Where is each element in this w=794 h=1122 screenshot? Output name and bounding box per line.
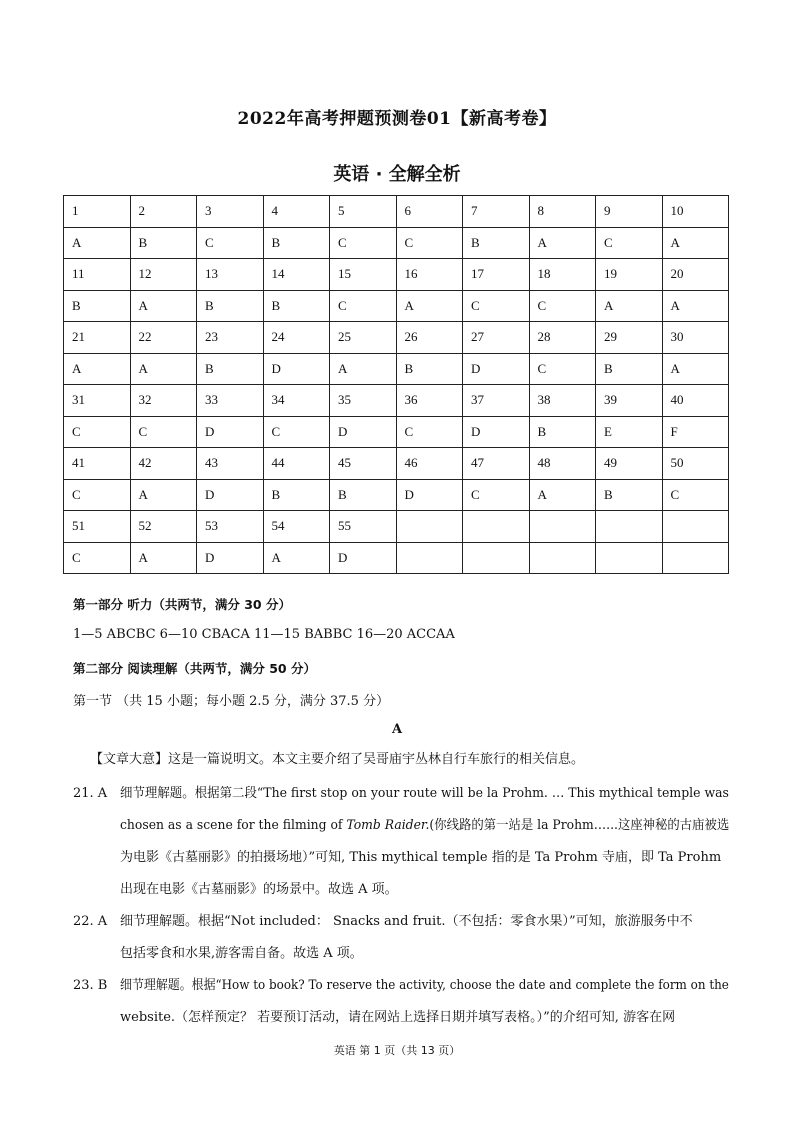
answer-cell xyxy=(396,542,463,574)
answer-cell: D xyxy=(197,479,264,511)
answer-cell: C xyxy=(64,416,131,448)
question-number-cell: 49 xyxy=(596,448,663,480)
answer-cell: A xyxy=(529,227,596,259)
answer-cell: B xyxy=(596,479,663,511)
question-number-row xyxy=(64,385,729,417)
question-number-cell xyxy=(662,511,729,543)
answer-cell: A xyxy=(396,290,463,322)
answer-cell: C xyxy=(130,416,197,448)
question-number-row xyxy=(64,259,729,291)
question-number-cell: 4 xyxy=(263,196,330,228)
explanation-21-line1: 细节理解题。根据第二段“The first stop on your route will be la Prohm. … This mythical temple was xyxy=(120,786,729,801)
answer-cell: A xyxy=(529,479,596,511)
answer-cell: B xyxy=(596,353,663,385)
question-number-cell: 46 xyxy=(396,448,463,480)
explanation-22-line1: 细节理解题。根据“Not included： Snacks and fruit.（不包括：零食水果）”可知，旅游服务中不 xyxy=(120,914,693,929)
question-number-cell: 7 xyxy=(463,196,530,228)
answer-cell: C xyxy=(596,227,663,259)
answer-row xyxy=(64,416,729,448)
question-number-cell: 11 xyxy=(64,259,131,291)
question-number-cell: 5 xyxy=(330,196,397,228)
explanation-22-line2: 包括零食和水果,游客需自备。故选 A 项。 xyxy=(120,946,363,961)
answer-cell: A xyxy=(662,290,729,322)
passage-label: A xyxy=(391,722,403,737)
answer-cell: B xyxy=(396,353,463,385)
answer-cell xyxy=(662,542,729,574)
answer-cell: F xyxy=(662,416,729,448)
explanation-22-number: 22. A xyxy=(73,914,108,929)
answer-cell: D xyxy=(396,479,463,511)
answer-cell: D xyxy=(463,416,530,448)
answer-cell: B xyxy=(263,227,330,259)
answer-cell: B xyxy=(529,416,596,448)
film-title: Tomb Raider. xyxy=(346,818,430,833)
answer-cell: B xyxy=(463,227,530,259)
answer-cell: C xyxy=(330,227,397,259)
answer-row xyxy=(64,227,729,259)
answer-cell xyxy=(463,542,530,574)
question-number-cell: 26 xyxy=(396,322,463,354)
question-number-cell: 8 xyxy=(529,196,596,228)
answer-cell: C xyxy=(396,227,463,259)
question-number-cell: 3 xyxy=(197,196,264,228)
answer-cell: D xyxy=(330,542,397,574)
answer-cell: A xyxy=(130,290,197,322)
question-number-cell: 20 xyxy=(662,259,729,291)
answer-cell: D xyxy=(197,542,264,574)
question-number-cell: 9 xyxy=(596,196,663,228)
question-number-cell: 39 xyxy=(596,385,663,417)
question-number-cell: 51 xyxy=(64,511,131,543)
answer-cell: D xyxy=(197,416,264,448)
answer-table xyxy=(63,195,729,574)
question-number-cell: 37 xyxy=(463,385,530,417)
section1-heading: 第一节 （共 15 小题；每小题 2.5 分，满分 37.5 分） xyxy=(73,694,390,709)
answer-cell: A xyxy=(263,542,330,574)
answer-cell: B xyxy=(64,290,131,322)
answer-cell: B xyxy=(130,227,197,259)
question-number-cell: 2 xyxy=(130,196,197,228)
answer-cell: D xyxy=(263,353,330,385)
explanation-23-number: 23. B xyxy=(73,978,108,993)
question-number-cell xyxy=(463,511,530,543)
question-number-cell: 35 xyxy=(330,385,397,417)
explanation-21-line2b: (你线路的第一站是 la Prohm…...这座神秘的古庙被选 xyxy=(429,818,730,833)
question-number-cell: 30 xyxy=(662,322,729,354)
question-number-cell xyxy=(529,511,596,543)
answer-cell: B xyxy=(197,353,264,385)
question-number-cell: 23 xyxy=(197,322,264,354)
answer-cell: B xyxy=(197,290,264,322)
answer-cell: A xyxy=(130,542,197,574)
answer-cell xyxy=(596,542,663,574)
passage-summary: 【文章大意】这是一篇说明文。本文主要介绍了吴哥庙宇丛林自行车旅行的相关信息。 xyxy=(90,752,585,767)
answer-cell: A xyxy=(662,227,729,259)
answer-cell: A xyxy=(662,353,729,385)
question-number-cell xyxy=(596,511,663,543)
answer-row xyxy=(64,479,729,511)
question-number-cell: 54 xyxy=(263,511,330,543)
page-title: 2022年高考押题预测卷01【新高考卷】 xyxy=(237,109,557,129)
explanation-23-line1: 细节理解题。根据“How to book? To reserve the activity, choose the date and complete the form on the xyxy=(120,978,729,993)
part2-heading: 第二部分 阅读理解（共两节，满分 50 分） xyxy=(73,661,316,676)
explanation-21-line4: 出现在电影《古墓丽影》的场景中。故选 A 项。 xyxy=(120,882,398,897)
answer-row xyxy=(64,542,729,574)
explanation-21-line2 xyxy=(120,818,729,834)
answer-cell: D xyxy=(463,353,530,385)
explanation-21-number: 21. A xyxy=(73,786,108,801)
explanation-23-line2: website.（怎样预定？ 若要预订活动，请在网站上选择日期并填写表格。）”的介绍可知, 游客在网 xyxy=(120,1010,676,1025)
answer-cell: C xyxy=(64,542,131,574)
answer-cell: C xyxy=(529,290,596,322)
answer-cell: C xyxy=(197,227,264,259)
question-number-cell: 18 xyxy=(529,259,596,291)
answer-cell: C xyxy=(463,290,530,322)
answer-cell: C xyxy=(396,416,463,448)
answer-cell: C xyxy=(529,353,596,385)
answer-cell: C xyxy=(463,479,530,511)
explanation-21-line2a: chosen as a scene for the filming of xyxy=(120,818,347,833)
part1-answers: 1—5 ABCBC 6—10 CBACA 11—15 BABBC 16—20 ACCAA xyxy=(73,627,455,642)
answer-cell: A xyxy=(130,479,197,511)
question-number-cell: 42 xyxy=(130,448,197,480)
question-number-cell: 38 xyxy=(529,385,596,417)
question-number-cell: 47 xyxy=(463,448,530,480)
answer-cell: B xyxy=(330,479,397,511)
question-number-cell: 6 xyxy=(396,196,463,228)
question-number-cell: 34 xyxy=(263,385,330,417)
answer-cell: E xyxy=(596,416,663,448)
question-number-cell: 15 xyxy=(330,259,397,291)
question-number-cell: 50 xyxy=(662,448,729,480)
question-number-cell: 16 xyxy=(396,259,463,291)
question-number-row xyxy=(64,511,729,543)
answer-cell: B xyxy=(263,290,330,322)
question-number-cell: 32 xyxy=(130,385,197,417)
question-number-cell: 19 xyxy=(596,259,663,291)
question-number-cell: 41 xyxy=(64,448,131,480)
answer-cell: A xyxy=(64,353,131,385)
answer-cell: C xyxy=(64,479,131,511)
question-number-cell: 44 xyxy=(263,448,330,480)
question-number-row xyxy=(64,322,729,354)
question-number-row xyxy=(64,448,729,480)
answer-cell: D xyxy=(330,416,397,448)
question-number-cell: 14 xyxy=(263,259,330,291)
answer-cell: C xyxy=(662,479,729,511)
answer-cell: A xyxy=(130,353,197,385)
question-number-cell: 28 xyxy=(529,322,596,354)
question-number-cell: 31 xyxy=(64,385,131,417)
question-number-cell: 13 xyxy=(197,259,264,291)
answer-cell xyxy=(529,542,596,574)
part1-heading: 第一部分 听力（共两节，满分 30 分） xyxy=(73,597,291,612)
question-number-cell: 27 xyxy=(463,322,530,354)
page-footer: 英语 第 1 页（共 13 页） xyxy=(333,1044,461,1057)
question-number-cell xyxy=(396,511,463,543)
question-number-cell: 29 xyxy=(596,322,663,354)
answer-cell: B xyxy=(263,479,330,511)
question-number-cell: 55 xyxy=(330,511,397,543)
question-number-cell: 21 xyxy=(64,322,131,354)
page-subtitle: 英语 · 全解全析 xyxy=(333,164,461,185)
question-number-cell: 24 xyxy=(263,322,330,354)
answer-cell: A xyxy=(330,353,397,385)
question-number-cell: 17 xyxy=(463,259,530,291)
question-number-cell: 36 xyxy=(396,385,463,417)
question-number-cell: 53 xyxy=(197,511,264,543)
question-number-cell: 52 xyxy=(130,511,197,543)
question-number-cell: 25 xyxy=(330,322,397,354)
answer-cell: C xyxy=(263,416,330,448)
question-number-cell: 40 xyxy=(662,385,729,417)
answer-row xyxy=(64,290,729,322)
question-number-cell: 43 xyxy=(197,448,264,480)
question-number-cell: 48 xyxy=(529,448,596,480)
question-number-cell: 1 xyxy=(64,196,131,228)
explanation-21-line3: 为电影《古墓丽影》的拍摄场地）”可知, This mythical temple 指的是 Ta Prohm 寺庙，即 Ta Prohm xyxy=(120,850,722,865)
question-number-cell: 22 xyxy=(130,322,197,354)
question-number-cell: 10 xyxy=(662,196,729,228)
question-number-cell: 45 xyxy=(330,448,397,480)
question-number-row xyxy=(64,196,729,228)
answer-cell: A xyxy=(64,227,131,259)
answer-row xyxy=(64,353,729,385)
answer-cell: C xyxy=(330,290,397,322)
question-number-cell: 12 xyxy=(130,259,197,291)
answer-cell: A xyxy=(596,290,663,322)
question-number-cell: 33 xyxy=(197,385,264,417)
